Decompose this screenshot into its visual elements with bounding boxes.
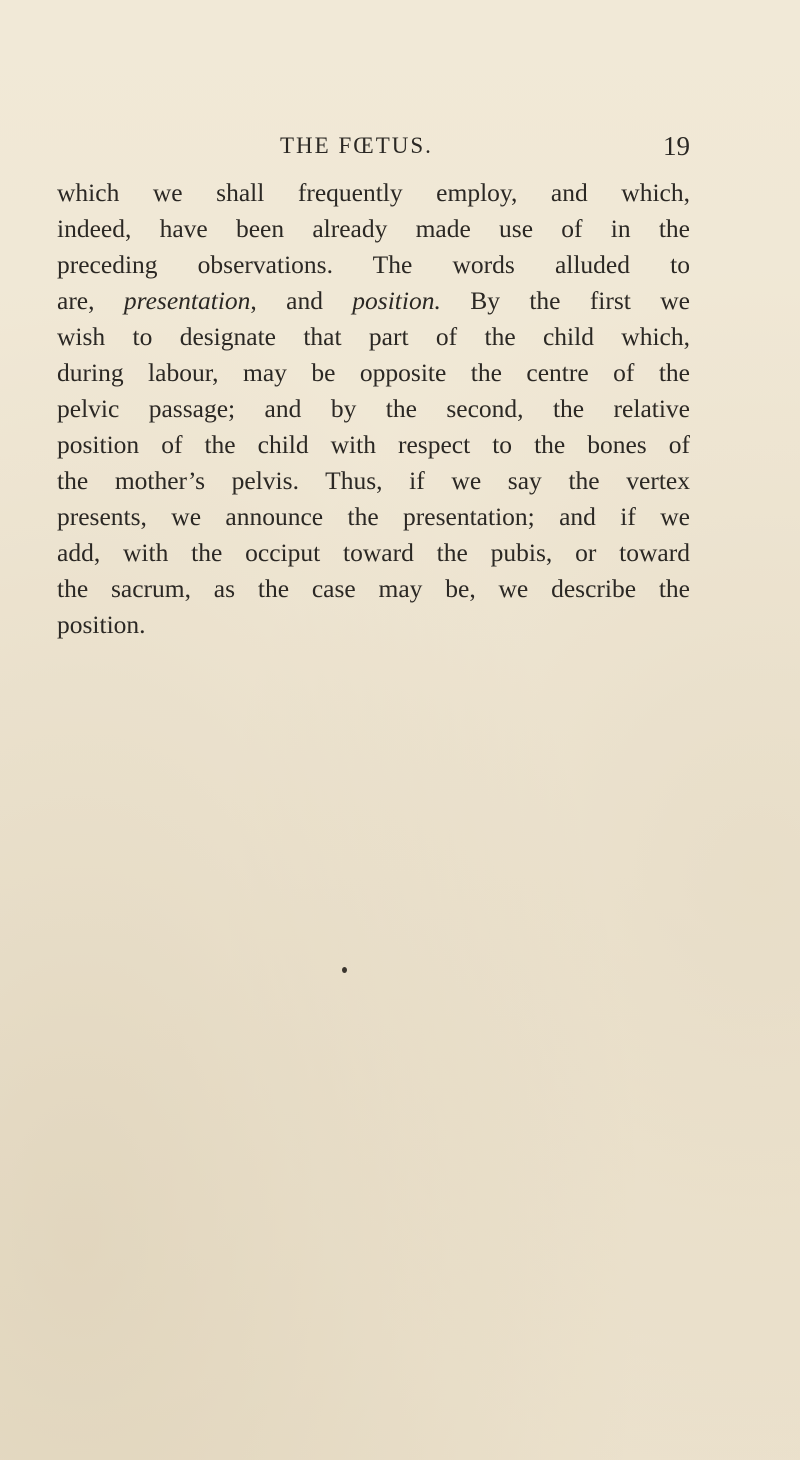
text-line: add, with the occiput toward the pubis, or toward <box>57 538 690 567</box>
text-line: indeed, have been already made use of in the <box>57 214 690 243</box>
text-line: which we shall frequently employ, and which, <box>57 178 690 207</box>
text-line: the sacrum, as the case may be, we describe the <box>57 574 690 603</box>
text-line: wish to designate that part of the child which, <box>57 322 690 351</box>
running-title: THE FŒTUS. <box>280 133 433 158</box>
text-line: the mother’s pelvis. Thus, if we say the vertex <box>57 466 690 495</box>
text-run: , and <box>250 286 353 315</box>
text-run: are, <box>57 286 124 315</box>
text-line <box>57 283 690 319</box>
body-paragraph <box>57 175 690 643</box>
text-line: pelvic passage; and by the second, the relative <box>57 394 690 423</box>
ink-speck <box>342 967 347 973</box>
text-run: By the first we <box>440 286 690 315</box>
term-presentation: presentation <box>123 286 251 315</box>
text-line: position of the child with respect to the bones of <box>57 430 690 459</box>
running-head <box>60 131 690 161</box>
text-line: during labour, may be opposite the centre of the <box>57 358 690 387</box>
term-position: position. <box>352 286 441 315</box>
page-number: 19 <box>663 131 690 161</box>
text-line: position. <box>57 610 146 639</box>
text-line: preceding observations. The words alluded to <box>57 250 690 279</box>
text-line: presents, we announce the presentation; and if we <box>57 502 690 531</box>
